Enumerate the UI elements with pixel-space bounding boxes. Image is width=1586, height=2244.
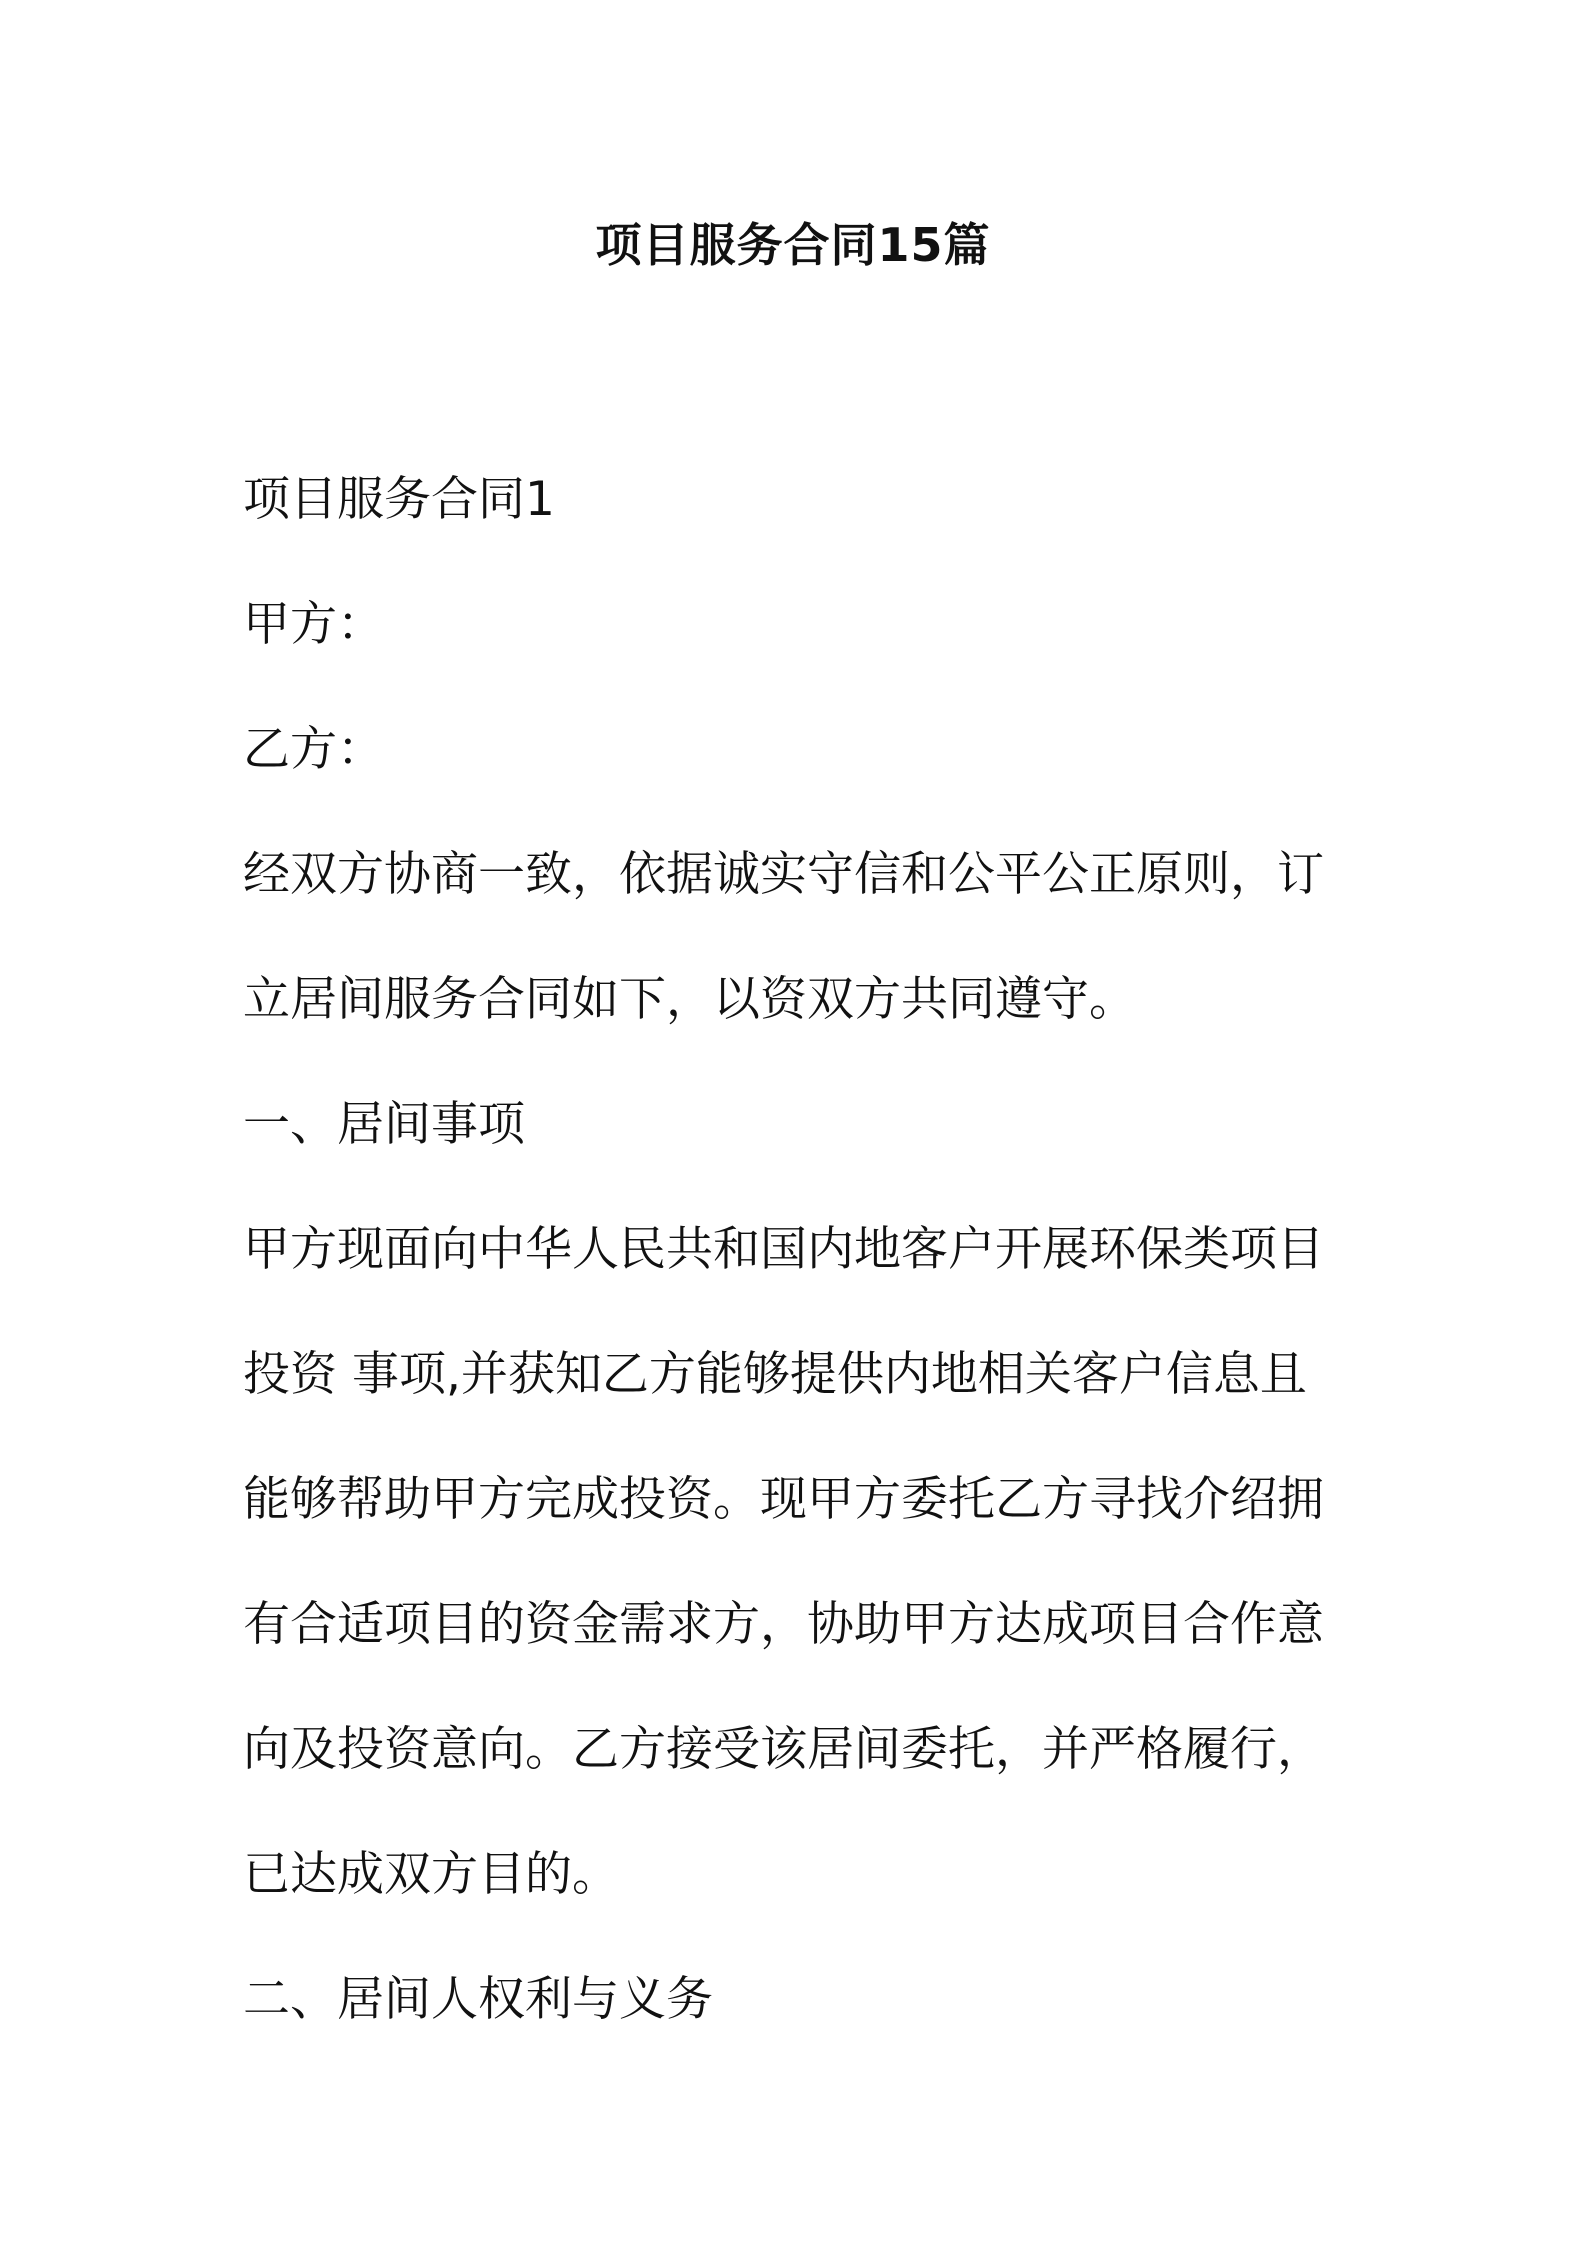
section-title: 项目服务合同1 <box>243 472 555 527</box>
party-a-label: 甲方： <box>243 597 384 652</box>
section-1-line: 能够帮助甲方完成投资。现甲方委托乙方寻找介绍拥 <box>243 1472 1324 1527</box>
party-b-label: 乙方： <box>243 722 384 777</box>
section-1-line: 甲方现面向中华人民共和国内地客户开展环保类项目 <box>243 1222 1324 1277</box>
section-1-heading: 一、居间事项 <box>243 1097 525 1152</box>
section-1-line: 有合适项目的资金需求方，协助甲方达成项目合作意 <box>243 1597 1324 1652</box>
section-1-line: 已达成双方目的。 <box>243 1847 619 1902</box>
section-1-line: 向及投资意向。乙方接受该居间委托，并严格履行， <box>243 1722 1324 1777</box>
section-1-line: 投资 事项,并获知乙方能够提供内地相关客户信息且 <box>243 1347 1307 1402</box>
intro-line: 立居间服务合同如下，以资双方共同遵守。 <box>243 972 1136 1027</box>
document-title: 项目服务合同15篇 <box>595 218 991 272</box>
intro-line: 经双方协商一致，依据诚实守信和公平公正原则，订 <box>243 847 1324 902</box>
section-2-heading: 二、居间人权利与义务 <box>243 1972 713 2027</box>
